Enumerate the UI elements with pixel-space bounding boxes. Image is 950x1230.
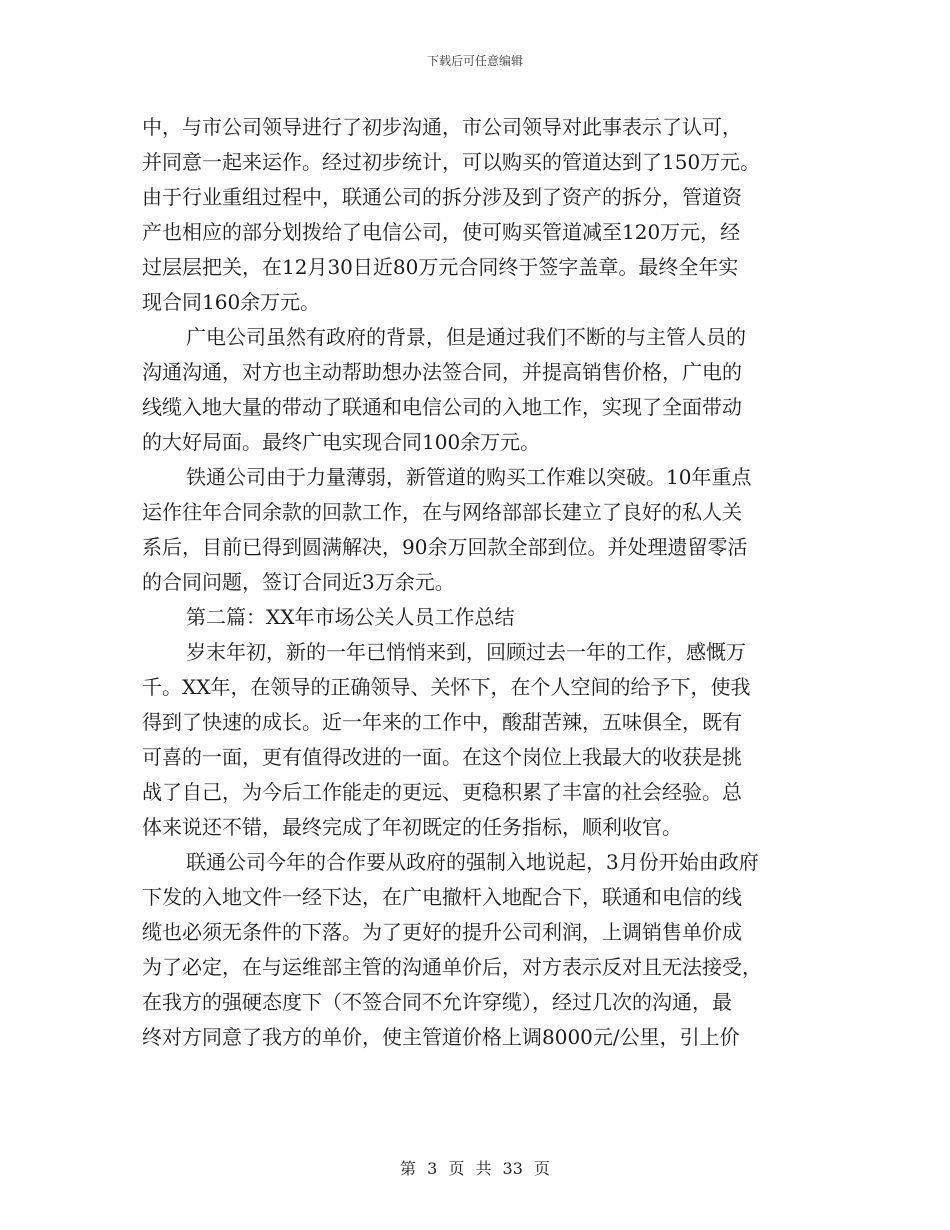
text-line: 现合同160余万元。	[142, 290, 321, 314]
text-line: 千。XX年，在领导的正确领导、关怀下，在个人空间的给予下，使我	[142, 675, 751, 699]
paragraph-start: 广电公司虽然有政府的背景，但是通过我们不断的与主管人员的	[186, 325, 746, 349]
text-line: 并同意一起来运作。经过初步统计，可以购买的管道达到了150万元。	[142, 150, 761, 174]
text-line: 缆也必须无条件的下落。为了更好的提升公司利润，上调销售单价成	[142, 920, 742, 944]
page-header: 下载后可任意编辑	[426, 54, 523, 68]
text-line: 线缆入地大量的带动了联通和电信公司的入地工作，实现了全面带动	[142, 395, 742, 419]
text-line: 沟通沟通，对方也主动帮助想办法签合同，并提高销售价格，广电的	[142, 360, 742, 384]
text-line: 终对方同意了我方的单价，使主管道价格上调8000元/公里，引上价	[142, 1025, 740, 1049]
text-line: 中，与市公司领导进行了初步沟通，市公司领导对此事表示了认可，	[142, 115, 742, 139]
document-body	[142, 110, 812, 1055]
text-line: 产也相应的部分划拨给了电信公司，使可购买管道减至120万元，经	[142, 220, 741, 244]
section-heading: 第二篇：XX年市场公关人员工作总结	[186, 605, 515, 629]
text-line: 的合同问题，签订合同近3万余元。	[142, 570, 455, 594]
text-line: 战了自己，为今后工作能走的更远、更稳积累了丰富的社会经验。总	[142, 780, 742, 804]
text-line: 由于行业重组过程中，联通公司的拆分涉及到了资产的拆分，管道资	[142, 185, 742, 209]
paragraph-start: 岁末年初，新的一年已悄悄来到，回顾过去一年的工作，感慨万	[186, 640, 746, 664]
text-line: 的大好局面。最终广电实现合同100余万元。	[142, 430, 541, 454]
text-line: 为了必定，在与运维部主管的沟通单价后，对方表示反对且无法接受，	[142, 955, 762, 979]
text-line: 下发的入地文件一经下达，在广电撤杆入地配合下，联通和电信的线	[142, 885, 742, 909]
page-footer: 第 3 页 共 33 页	[400, 1159, 550, 1178]
paragraph-start: 铁通公司由于力量薄弱，新管道的购买工作难以突破。10年重点	[186, 465, 752, 489]
paragraph-start: 联通公司今年的合作要从政府的强制入地说起，3月份开始由政府	[186, 850, 759, 874]
text-line: 可喜的一面，更有值得改进的一面。在这个岗位上我最大的收获是挑	[142, 745, 742, 769]
text-line: 得到了快速的成长。近一年来的工作中，酸甜苦辣，五味俱全，既有	[142, 710, 742, 734]
text-line: 运作往年合同余款的回款工作，在与网络部部长建立了良好的私人关	[142, 500, 742, 524]
text-line: 体来说还不错，最终完成了年初既定的任务指标，顺利收官。	[142, 815, 682, 839]
text-line: 在我方的强硬态度下（不签合同不允许穿缆），经过几次的沟通，最	[142, 990, 732, 1014]
text-line: 系后，目前已得到圆满解决，90余万回款全部到位。并处理遗留零活	[142, 535, 748, 559]
text-line: 过层层把关，在12月30日近80万元合同终于签字盖章。最终全年实	[142, 255, 739, 279]
